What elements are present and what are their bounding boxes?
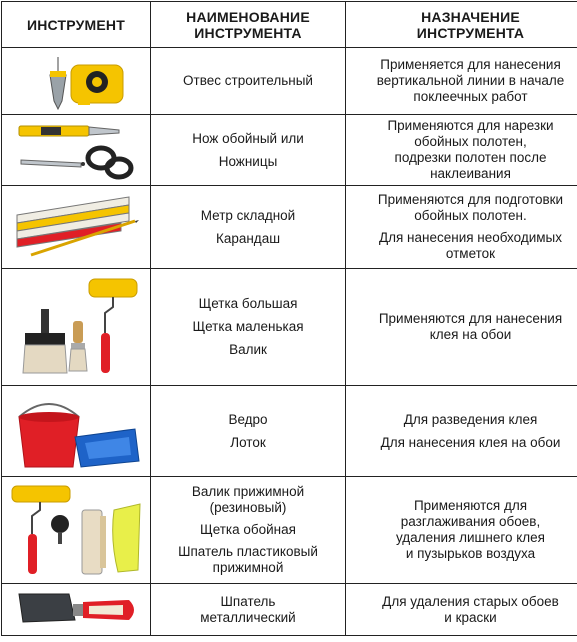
knife-scissors-icon [11, 118, 141, 182]
tool-name: Валик [155, 342, 341, 358]
purpose-line: Применяются для подготовки [350, 192, 577, 208]
tool-name-cell [151, 115, 346, 186]
tool-image-cell [2, 115, 151, 186]
tool-name-cell [151, 48, 346, 115]
tool-name: Валик прижимной [155, 484, 341, 500]
tool-name: Лоток [155, 435, 341, 451]
table-row [2, 115, 577, 186]
tool-name: Метр складной [155, 208, 341, 224]
header-purpose-line1: НАЗНАЧЕНИЕ [350, 9, 577, 25]
bucket-tray-icon [11, 389, 141, 473]
tool-image-cell [2, 584, 151, 636]
tool-purpose-cell [346, 115, 577, 186]
tool-name: Шпатель [155, 594, 341, 610]
tool-image-cell [2, 48, 151, 115]
tool-name: прижимной [155, 560, 341, 576]
table-row [2, 186, 577, 269]
metal-spatula-icon [11, 588, 141, 632]
purpose-line: вертикальной линии в начале [350, 73, 577, 89]
table-row [2, 269, 577, 386]
header-tool-label: ИНСТРУМЕНТ [27, 17, 125, 33]
header-purpose [346, 2, 577, 48]
table-row [2, 584, 577, 636]
tool-name: Отвес строительный [155, 73, 341, 89]
tool-name: Щетка маленькая [155, 319, 341, 335]
purpose-line: обойных полотен, [350, 134, 577, 150]
table-row [2, 477, 577, 584]
purpose-line: клея на обои [350, 327, 577, 343]
tool-name-cell [151, 269, 346, 386]
folding-ruler-pencil-icon [11, 191, 141, 263]
purpose-line: удаления лишнего клея [350, 530, 577, 546]
header-name-line1: НАИМЕНОВАНИЕ [155, 9, 341, 25]
tool-image-cell [2, 269, 151, 386]
brushes-roller-icon [11, 273, 141, 381]
purpose-line: и краски [350, 610, 577, 626]
purpose-line: Применяются для [350, 498, 577, 514]
tool-purpose-cell [346, 477, 577, 584]
tool-name: металлический [155, 610, 341, 626]
tool-name: Ножницы [155, 154, 341, 170]
tool-name: Нож обойный или [155, 131, 341, 147]
tool-name: Щетка обойная [155, 522, 341, 538]
tool-image-cell [2, 386, 151, 477]
table-row [2, 48, 577, 115]
purpose-line: Применяются для нарезки [350, 118, 577, 134]
tool-purpose-cell [346, 269, 577, 386]
tool-purpose-cell [346, 584, 577, 636]
purpose-line: поклеечных работ [350, 89, 577, 105]
purpose-line: Для нанесения необходимых [350, 230, 577, 246]
purpose-line: Для разведения клея [350, 412, 577, 428]
tool-name: Шпатель пластиковый [155, 544, 341, 560]
header-name-line2: ИНСТРУМЕНТА [155, 25, 341, 41]
header-name [151, 2, 346, 48]
plumb-bob-icon [16, 51, 136, 111]
header-purpose-line2: ИНСТРУМЕНТА [350, 25, 577, 41]
tool-purpose-cell [346, 186, 577, 269]
tool-name-cell [151, 477, 346, 584]
purpose-line: подрезки полотен после [350, 150, 577, 166]
table-row [2, 386, 577, 477]
tool-name: Ведро [155, 412, 341, 428]
purpose-line: и пузырьков воздуха [350, 546, 577, 562]
tool-name: (резиновый) [155, 500, 341, 516]
purpose-line: обойных полотен. [350, 208, 577, 224]
tool-purpose-cell [346, 386, 577, 477]
tool-purpose-cell [346, 48, 577, 115]
press-roller-brush-spatula-icon [6, 480, 146, 580]
purpose-line: разглаживания обоев, [350, 514, 577, 530]
tool-image-cell [2, 186, 151, 269]
purpose-line: Применяется для нанесения [350, 57, 577, 73]
tools-table [1, 1, 577, 636]
purpose-line: Применяются для нанесения [350, 311, 577, 327]
tool-name: Щетка большая [155, 296, 341, 312]
purpose-line: наклеивания [350, 166, 577, 182]
tool-name-cell [151, 584, 346, 636]
header-tool [2, 2, 151, 48]
purpose-line: Для удаления старых обоев [350, 594, 577, 610]
purpose-line: отметок [350, 246, 577, 262]
tool-name-cell [151, 186, 346, 269]
purpose-line: Для нанесения клея на обои [350, 435, 577, 451]
tool-image-cell [2, 477, 151, 584]
header-row [2, 2, 577, 48]
tool-name: Карандаш [155, 231, 341, 247]
tool-name-cell [151, 386, 346, 477]
